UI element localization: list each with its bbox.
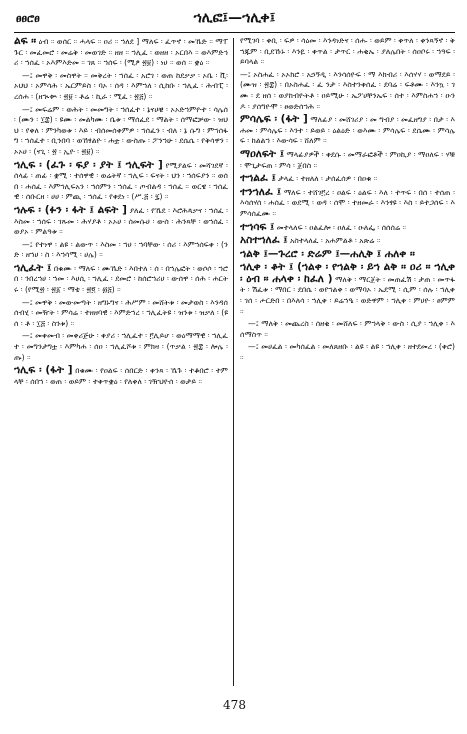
dictionary-entry xyxy=(240,235,455,247)
dictionary-entry xyxy=(14,105,228,158)
dictionary-entry xyxy=(240,114,455,147)
entry-definition: በቁሙ ፡ የዐልፍ ፡ ሰበርድ ፡ ቀንጻ ፡ ኼጉ ፡ ተቆበሮ ፡ ተምላቸ ፡ ሰበኀ ፡ ወጠ ፡ ወይም ፡ ተቀጥቋዕ ፡ የለቀለ ፡ ገዥህዮሰ ፡ ወታይ ። xyxy=(14,366,228,386)
dictionary-entry xyxy=(240,249,455,261)
column-divider xyxy=(233,38,234,686)
entry-definition: —፤ መዋቅ ፡ መስዋት ። መቅረት ፡ ኀሰፈ ፡ አሮገ ፡ ወጠ ከደቃቃ ፡ ኦቤ ፡ ቪ፡ ኦህህ ፡ ኦምሳሕ ፡ ኤርምይስ ፡ ባኦ ፡ ሰዳ ፡ እምኀለ ፡ ሲከቡ ፡ ኀሊፈ ፡ ሕብፒ ፡ ረሰሐ ፡ (ዘኊቊ ፡ ፳፱ ፡ ቶሬ ፡ ኪራ ፡ ሚፈ ፡ ፳፭) ። xyxy=(14,70,228,101)
entry-headword: ኀሊፈት ፤ xyxy=(14,261,52,274)
dictionary-entry xyxy=(14,365,228,387)
entry-definition: —፤ የተነዋ ፡ ልዩ ፡ ልውጥ ፡ እስመ ፡ ኀሀ ፡ ኀባቸው ፡ ሰሪ ፡ እምኀሰፍቀ ፡ (ንድ ፡ ዘኀሀ ፡ ስ ፡ እኀሳሚ ፡ ሀሌ) ። xyxy=(14,239,228,260)
header-running-title: ኀሊፎ፤—ኀሊቀ፤ xyxy=(193,10,276,26)
dictionary-entry xyxy=(14,205,228,238)
entry-definition: ዕብ ። ወሰር ። ሓላፍ ። ዐሪ ። ኀለደ ] ማለፍ ፡ ፈጥኖ ፡ መኼድ ። ማፐጉር ፡ መፈመሮ ፡ መሬቅ ፡ መወገድ ። ዘዘ ። ኀሊፈ ፡ ወዘዘ ፡ ኦርበእ ። ወእምድኅሪ ፡ ኀሰፈ ፡ ኦእምእድመ ። ገጸ ። ኀሰፍ ፡ (ሚፆ ፳፱) ፡ ነሀ ። ወሰ ። ቋዕ ። xyxy=(14,37,228,68)
dictionary-entry xyxy=(240,222,455,234)
entry-headword: ኀሊፍ ፡ (ፋት ] xyxy=(14,364,73,377)
entry-definition: ማለፊያ ፡ መሸገሪያ ፡ መ ግብያ ፡ መፈዘግያ ፡ በታ ፡ እሐመ ፡ ምሳሌፍ ፡ እንተ ፡ ይወይ ፡ ዕልዕድ ፡ ወእሙ ፡ ምሳሌፍ ፡ ደሴሙ ፡ ምሳሌፍ ፡ ከልልኀ ፡ እውሳፍ ፡ ሸለም ። xyxy=(240,115,455,146)
dictionary-entry xyxy=(14,298,228,330)
entry-definition: —፤ ኦስሐፈ ፡ ኦኦክሮ ፡ አኃኝዲ ፡ እንሳሰዮፍ ፡ ማ እክብሪ ፡ እሰሃሃ ፡ ወማደይ ፡ (ሙዝ ፡ ፳፰) ፡ በኦስሐፈ ፡ ፈ ንታ ፡ እስተንቀሰፈ ፡ ደባሬ ፡ ፍቶሙ ፡ እንኳ ፡ ገሙ ፡ ደ ዘሰ ፡ ወያከብዮትቶ ፡ ዐይሚሁ ፡ ኤፖሀቸንኤፍ ፡ ሰተ ፡ እምስሐኀ ፡ ዑንዶ ፡ ያሰግዮሞ ፡ ፀወድሰኀሕ ። xyxy=(240,69,455,111)
entry-definition: የሚገባ ፡ ቀቢ ፡ ፍዎ ፡ ሳዕመ ፡ እንዳነድና ፡ ሰሑ ፡ ወይም ፡ ቀጥለ ፡ ቀንጻኝኖ ፡ ቅኀጁም ፡ ቢደኹኑ ፡ እንዬ ፡ ቀጥል ፡ ታጥር ፡ ሐቂኤ ፡ ያለሌበት ፡ ሰዐቦሩ ፡ ኀዓፍ ፡ ይባላል ። xyxy=(240,36,455,67)
dictionary-entry xyxy=(240,262,455,317)
entry-headword: ምሳሌፍ ፡ (ፋት ] xyxy=(240,113,308,126)
entry-definition: —፤ መፍሬም ፡ ወሕት ፡ መመግት ፡ ኀሰፈተ ፡ ኔናሀቼ ፡ ኦኦድኀምዮተ ፡ ሳሌሰ ፡ (ሙን ፡ ፲፰) ፡ ዩሙ ፡ መልካሙ ፡ ቤቱ ፡ ማሰፈደ ፡ ማልት ፡ ሰማፎቻው ፡ ዝህህ ፡ የቀለ ፡ ምንካወቱ ፡ እይ ፡ ብሰመሰቀምዎ ፡ ኀሰፈን ፡ ብለ ፡ ኔ ሱግ ፡ ምኀሰፋግ ፡ ኀሰፈተ ፡ ቢንበባ ፡ ወኸፃልዮ ፡ ሐቷ ፡ ውስጡ ፡ ፖንኀሁ ፡ ደሴሴ ፡ የቅሳዋን ፡ ኦኦሀ ፡ (ናጊ ፡ ፳ ፡ ኢዮ ፡ ፳፱) ። xyxy=(14,104,228,156)
page-header xyxy=(14,8,455,33)
entry-definition: —፤ መሀፈል ፡ መካሰፈል ፡ መለጸዘቡ ፡ ልዩ ፡ ልዩ ፡ ኀሊቀ ፡ ዘተደመረ ፡ (ቀሮ) ። xyxy=(240,342,455,363)
entry-definition: —፤ መቀመብ ፡ መቀሪጅሁ ፡ ቀያሪ ፡ ኀሊፈተ ፡ ፫ሊይሆ ፡ ወዕማማዊ ፡ ኀሊፈተ ፡ መግንታግቷ ፡ እምካሐ ፡ ሰዐ ፡ ኀሊፈሾቱ ፡ ምክዛ ፡ (ጥቃል ፡ ፳፰ ፡ ሎሌ ፡ ጡ) ። xyxy=(14,331,228,362)
entry-definition: አስተላለፈ ፡ አሐምልቶ ፡ አጽሬ ። xyxy=(289,236,381,246)
dictionary-entry xyxy=(14,263,228,296)
entry-definition: ያለፈ ፡ የኼደ ፡ እሮሕጳቃና ፡ ኀሰፈ ፡ እስመ ፡ ኀሰፍ ፡ ገጹመ ፡ ሕሃያቶ ፡ ኦኦሀ ፡ ሰመሱሀ ፡ ውሰ ፡ ሕንጻቸ ፡ ወኀሰፈ ፡ ወያኦ ፡ ምልዓቱ ። xyxy=(14,205,228,237)
entry-definition: —፤ ማለቅ ፡ መጨረስ ፡ ሰዘቂ ፡ መሸለፍ ፡ ምኀላቅ ፡ ውስ ፡ ሲያ ፡ ኀሊቀ ፡ እሰማስጥ ። xyxy=(240,319,455,339)
dictionary-entry xyxy=(240,319,455,340)
dictionary-entry xyxy=(240,173,455,185)
right-column xyxy=(240,36,455,690)
entry-headword: ኀሊፍ ፡ (ፈጉ ፡ ፍያ ፡ ያት ፤ ኀሊፍት ] xyxy=(14,158,163,171)
entry-headword: ተኀሳፍ ፤ xyxy=(240,220,275,233)
page-number: 478 xyxy=(223,698,246,712)
entry-headword: ተንኀለፈ ፤ xyxy=(240,185,282,198)
dictionary-entry xyxy=(240,70,455,112)
text-columns xyxy=(14,36,455,690)
entry-headword: ልፍ ። xyxy=(14,36,37,47)
left-column xyxy=(14,36,228,690)
dictionary-entry xyxy=(14,36,228,69)
dictionary-entry xyxy=(240,36,455,68)
dictionary-page xyxy=(14,8,455,724)
entry-headword: ኀሊቀ ፡ ቆት ፤ (ኀልቀ ፡ የኀልቅ ፡ ይኀ ልቅ ። ዐሪ ። ኀሊቀ ፡ ዕብ ። ሐላቀ ፡ ከፈለ ) xyxy=(240,261,455,285)
dictionary-entry xyxy=(240,342,455,363)
dictionary-entry xyxy=(14,160,228,203)
entry-definition: ማለቅ ፡ ማርጀት ፡ መጠፈሽ ፡ ታጠ ፡ መጥፋት ፡ ሽፈቱ ፡ ማበር ፡ ደበሴ ፡ ወየኀልቀ ፡ ወማባኦ ፡ ኤደሚ ፡ ሲም ፡ ሰሉ ፡ ኀሊቀ ፡ ገሰ ፡ ሖርድበ ፡ በእለሳ ፡ ኀሊቀ ፡ ይሬኀዔ ፡ ወድዋም ፡ ኀሊቀ ፡ ምሀዮ ፡ ፀምም ። xyxy=(240,274,455,316)
dictionary-entry xyxy=(14,71,228,103)
dictionary-entry xyxy=(240,149,455,171)
entry-definition: የሚያልፍ ፡ መሻገደኛ ፡ ሰላፊ ፡ ጠፊ ፡ ቋሚ ፡ ተሰዋዊ ፡ ወሬትኛ ፡ ኀሊፍ ፡ ፍናት ፡ ህን ፡ ኀሰፍያን ። ወሰበ ፡ ሐሰፈ ፡ እምኀሊፍአን ፡ ኀሰምን ፡ ኀሰፈ ፡ ጦብልዳ ፡ ኀሰፈ ። ወርዌ ፡ ኀሰፈዊ ፡ ሰቡርዘ ፡ ሀሀ ፡ ምጪ ፡ ኀሰፈ ፡ የቀደነ ፡ (ሥ.፭ ፡ ፯) ። xyxy=(14,160,228,202)
entry-definition: በቁሙ ፡ ማለፍ ፡ ሙኼድ ፡ እበተለ ፡ ሰ ፡ በኀሌፎት ፡ ወሶሶ ፡ ኀሮበ ፡ ንበረኀሀ ፡ ኀመ ፡ እሀሲ ፡ ኀሊፈ ፡ ደመሮ ፡ ከሰሮኀሪሀ ፡ ውሰዋ ፡ ሰሕ ፡ ሐርትሩ ፡ (የሚ፳ ፡ ፳፩ ፡ ማቴ ፡ ፳፬ ፡ ፴፭) ። xyxy=(14,263,228,295)
entry-headword: ኀሉፍ ፡ (ፉን ፡ ፋት ፤ ልፍት ] xyxy=(14,203,127,216)
dictionary-entry xyxy=(14,240,228,261)
dictionary-entry xyxy=(240,187,455,220)
entry-headword: ተኀልፈ ፤ xyxy=(240,172,276,185)
header-section-label: ፀፀሮፀ xyxy=(16,12,40,25)
entry-definition: መተላለፍ ፡ ዐልፈሎ ፡ ዐለፈ ፡ ዑለፌ ፡ ሰሰሰሬ ። xyxy=(276,222,407,232)
entry-headword: ማዐለፍት ፤ xyxy=(240,147,285,160)
entry-headword: ኀልቅ ፤—ጉረሮ ፡ ድሬም ፤—ሐሊቅ ፤ ሐለቀ ። xyxy=(240,247,415,260)
entry-definition: —፤ መዋቅ ፡ መውመጣት ፡ ዘግኑግና ፡ ሕሥም ፡ መሸትቱ ፡ መታወስ ፡ እንዳሰሰብሂ ፡ መዥት ፡ ምሳሬ ፡ ተዘዘባዊ ፡ እምድኀረ ፡ ኀሊፈትዩ ፡ ዝንቱ ፡ ዝቃለ ፡ (ዩሰ ፡ ቶ ፡ ፲፭ ፡ ስንቱ) ። xyxy=(14,297,228,328)
entry-definition: ማላፊያዎች ፡ ቀደሱ ፡ መማራፎቶች ፡ ምዐኪያ ፡ ማዐለፍ ፡ ሃቹ ፡ ሞጊታፍጠ ፡ ምሳ ፡ ጀበስ ። xyxy=(240,149,455,170)
dictionary-entry xyxy=(14,331,228,363)
entry-headword: አስተኀለፈ ፤ xyxy=(240,234,288,247)
entry-definition: ማለፍ ፡ ተሸገ፫ረ ፡ ዐልፍ ፡ ዕልፍ ፡ እለ ፡ ተጥፍ ፡ በሰ ፡ ተሰጠ ፡ እሳሰሃሰ ፡ ሐሰፈ ፡ ወደሚ ፡ ወዳ ፡ ሰሞ ፡ ተዘመራ ፡ እንፃዩ ፡ እስ ፡ ይተጋሰፍ ፡ እምሳሰፈሙ ። xyxy=(240,187,455,218)
entry-definition: ታላፈ ፡ ተዘለለ ፡ ታሰፈሰዎ ፡ በዐቁ ። xyxy=(278,174,378,184)
